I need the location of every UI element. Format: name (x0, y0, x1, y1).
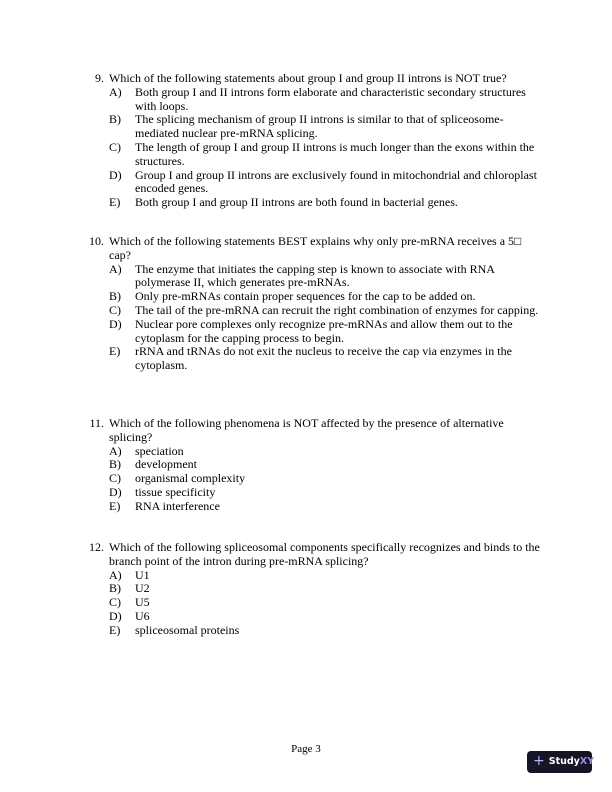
answer-option (0, 472, 541, 486)
answer-option (0, 610, 541, 624)
option-text: tissue specificity (135, 484, 216, 499)
option-letter: B) (109, 457, 121, 472)
answer-option (0, 86, 541, 114)
option-text: The tail of the pre-mRNA can recruit the right combination of enzymes for capping. (135, 302, 539, 317)
option-letter: A) (109, 567, 122, 582)
answer-option (0, 486, 541, 500)
question-text: Which of the following statements about group I and group II introns is NOT true? (109, 71, 507, 85)
answer-option (0, 290, 541, 304)
question-text: Which of the following phenomena is NOT affected by the presence of alternative splicing? (109, 416, 504, 444)
question-stem (0, 417, 541, 445)
question-stem (0, 235, 541, 263)
option-text: spliceosomal proteins (135, 622, 240, 637)
option-text: Both group I and group II introns are both found in bacterial genes. (135, 195, 458, 210)
option-letter: D) (109, 167, 122, 182)
answer-option (0, 569, 541, 583)
option-text: The length of group I and group II introns is much longer than the exons within the structures. (135, 139, 535, 168)
option-letter: E) (109, 622, 121, 637)
option-letter: B) (109, 289, 121, 304)
answer-option (0, 582, 541, 596)
option-letter: A) (109, 443, 122, 458)
option-text: U2 (135, 581, 150, 596)
question-number: 9. (95, 71, 104, 85)
answer-option (0, 113, 541, 141)
answer-option (0, 169, 541, 197)
question-12 (0, 541, 612, 638)
plus-icon: + (533, 753, 545, 770)
studyxy-logo[interactable] (527, 751, 595, 773)
page-number: Page 3 (291, 743, 321, 755)
question-11 (0, 417, 612, 514)
question-text: Which of the following spliceosomal components specifically recognizes and binds to the branch point of the intron during pre-mRNA splicing? (109, 540, 540, 568)
answer-option (0, 196, 541, 210)
answer-option (0, 304, 541, 318)
option-letter: B) (109, 112, 121, 127)
option-text: organismal complexity (135, 471, 246, 486)
answer-option (0, 263, 541, 291)
option-text: Nuclear pore complexes only recognize pre-mRNAs and allow them out to the cytoplasm for the capping process to begin. (135, 316, 513, 345)
question-number: 10. (89, 234, 104, 248)
option-letter: A) (109, 84, 122, 99)
answer-option (0, 445, 541, 459)
option-text: The enzyme that initiates the capping step is known to associate with RNA polymerase II, which generates pre-mRNAs. (135, 261, 495, 290)
option-letter: D) (109, 484, 122, 499)
option-letter: C) (109, 595, 121, 610)
option-letter: E) (109, 498, 121, 513)
option-letter: C) (109, 139, 121, 154)
option-text: development (135, 457, 197, 472)
question-10 (0, 235, 612, 373)
answer-option (0, 624, 541, 638)
logo-brand-accent: XY (579, 756, 595, 768)
option-text: U6 (135, 608, 150, 623)
question-stem (0, 72, 541, 86)
option-text: rRNA and tRNAs do not exit the nucleus to receive the cap via enzymes in the cytoplasm. (135, 344, 512, 373)
logo-brand: Study (548, 756, 580, 768)
question-stem (0, 541, 541, 569)
option-letter: D) (109, 316, 122, 331)
option-letter: B) (109, 581, 121, 596)
answer-option (0, 596, 541, 610)
question-text: Which of the following statements BEST explains why only pre-mRNA receives a 5□ cap? (109, 234, 522, 262)
option-letter: A) (109, 261, 122, 276)
option-text: Group I and group II introns are exclusively found in mitochondrial and chloroplast encoded genes. (135, 167, 537, 196)
option-letter: E) (109, 195, 121, 210)
question-9 (0, 72, 612, 210)
option-letter: C) (109, 471, 121, 486)
option-text: Only pre-mRNAs contain proper sequences for the cap to be added on. (135, 289, 476, 304)
option-letter: D) (109, 608, 122, 623)
option-text: U1 (135, 567, 150, 582)
answer-option (0, 458, 541, 472)
option-text: speciation (135, 443, 184, 458)
logo-text (549, 755, 594, 769)
question-number: 11. (89, 416, 104, 430)
option-text: RNA interference (135, 498, 220, 513)
option-text: U5 (135, 595, 150, 610)
option-text: Both group I and II introns form elaborate and characteristic secondary structures with loops. (135, 84, 526, 113)
answer-option (0, 500, 541, 514)
option-letter: C) (109, 302, 121, 317)
answer-option (0, 318, 541, 346)
option-text: The splicing mechanism of group II introns is similar to that of spliceosome-mediated nuclear pre-mRNA splicing. (135, 112, 504, 141)
option-letter: E) (109, 344, 121, 359)
question-number: 12. (89, 540, 104, 554)
answer-option (0, 141, 541, 169)
answer-option (0, 345, 541, 373)
